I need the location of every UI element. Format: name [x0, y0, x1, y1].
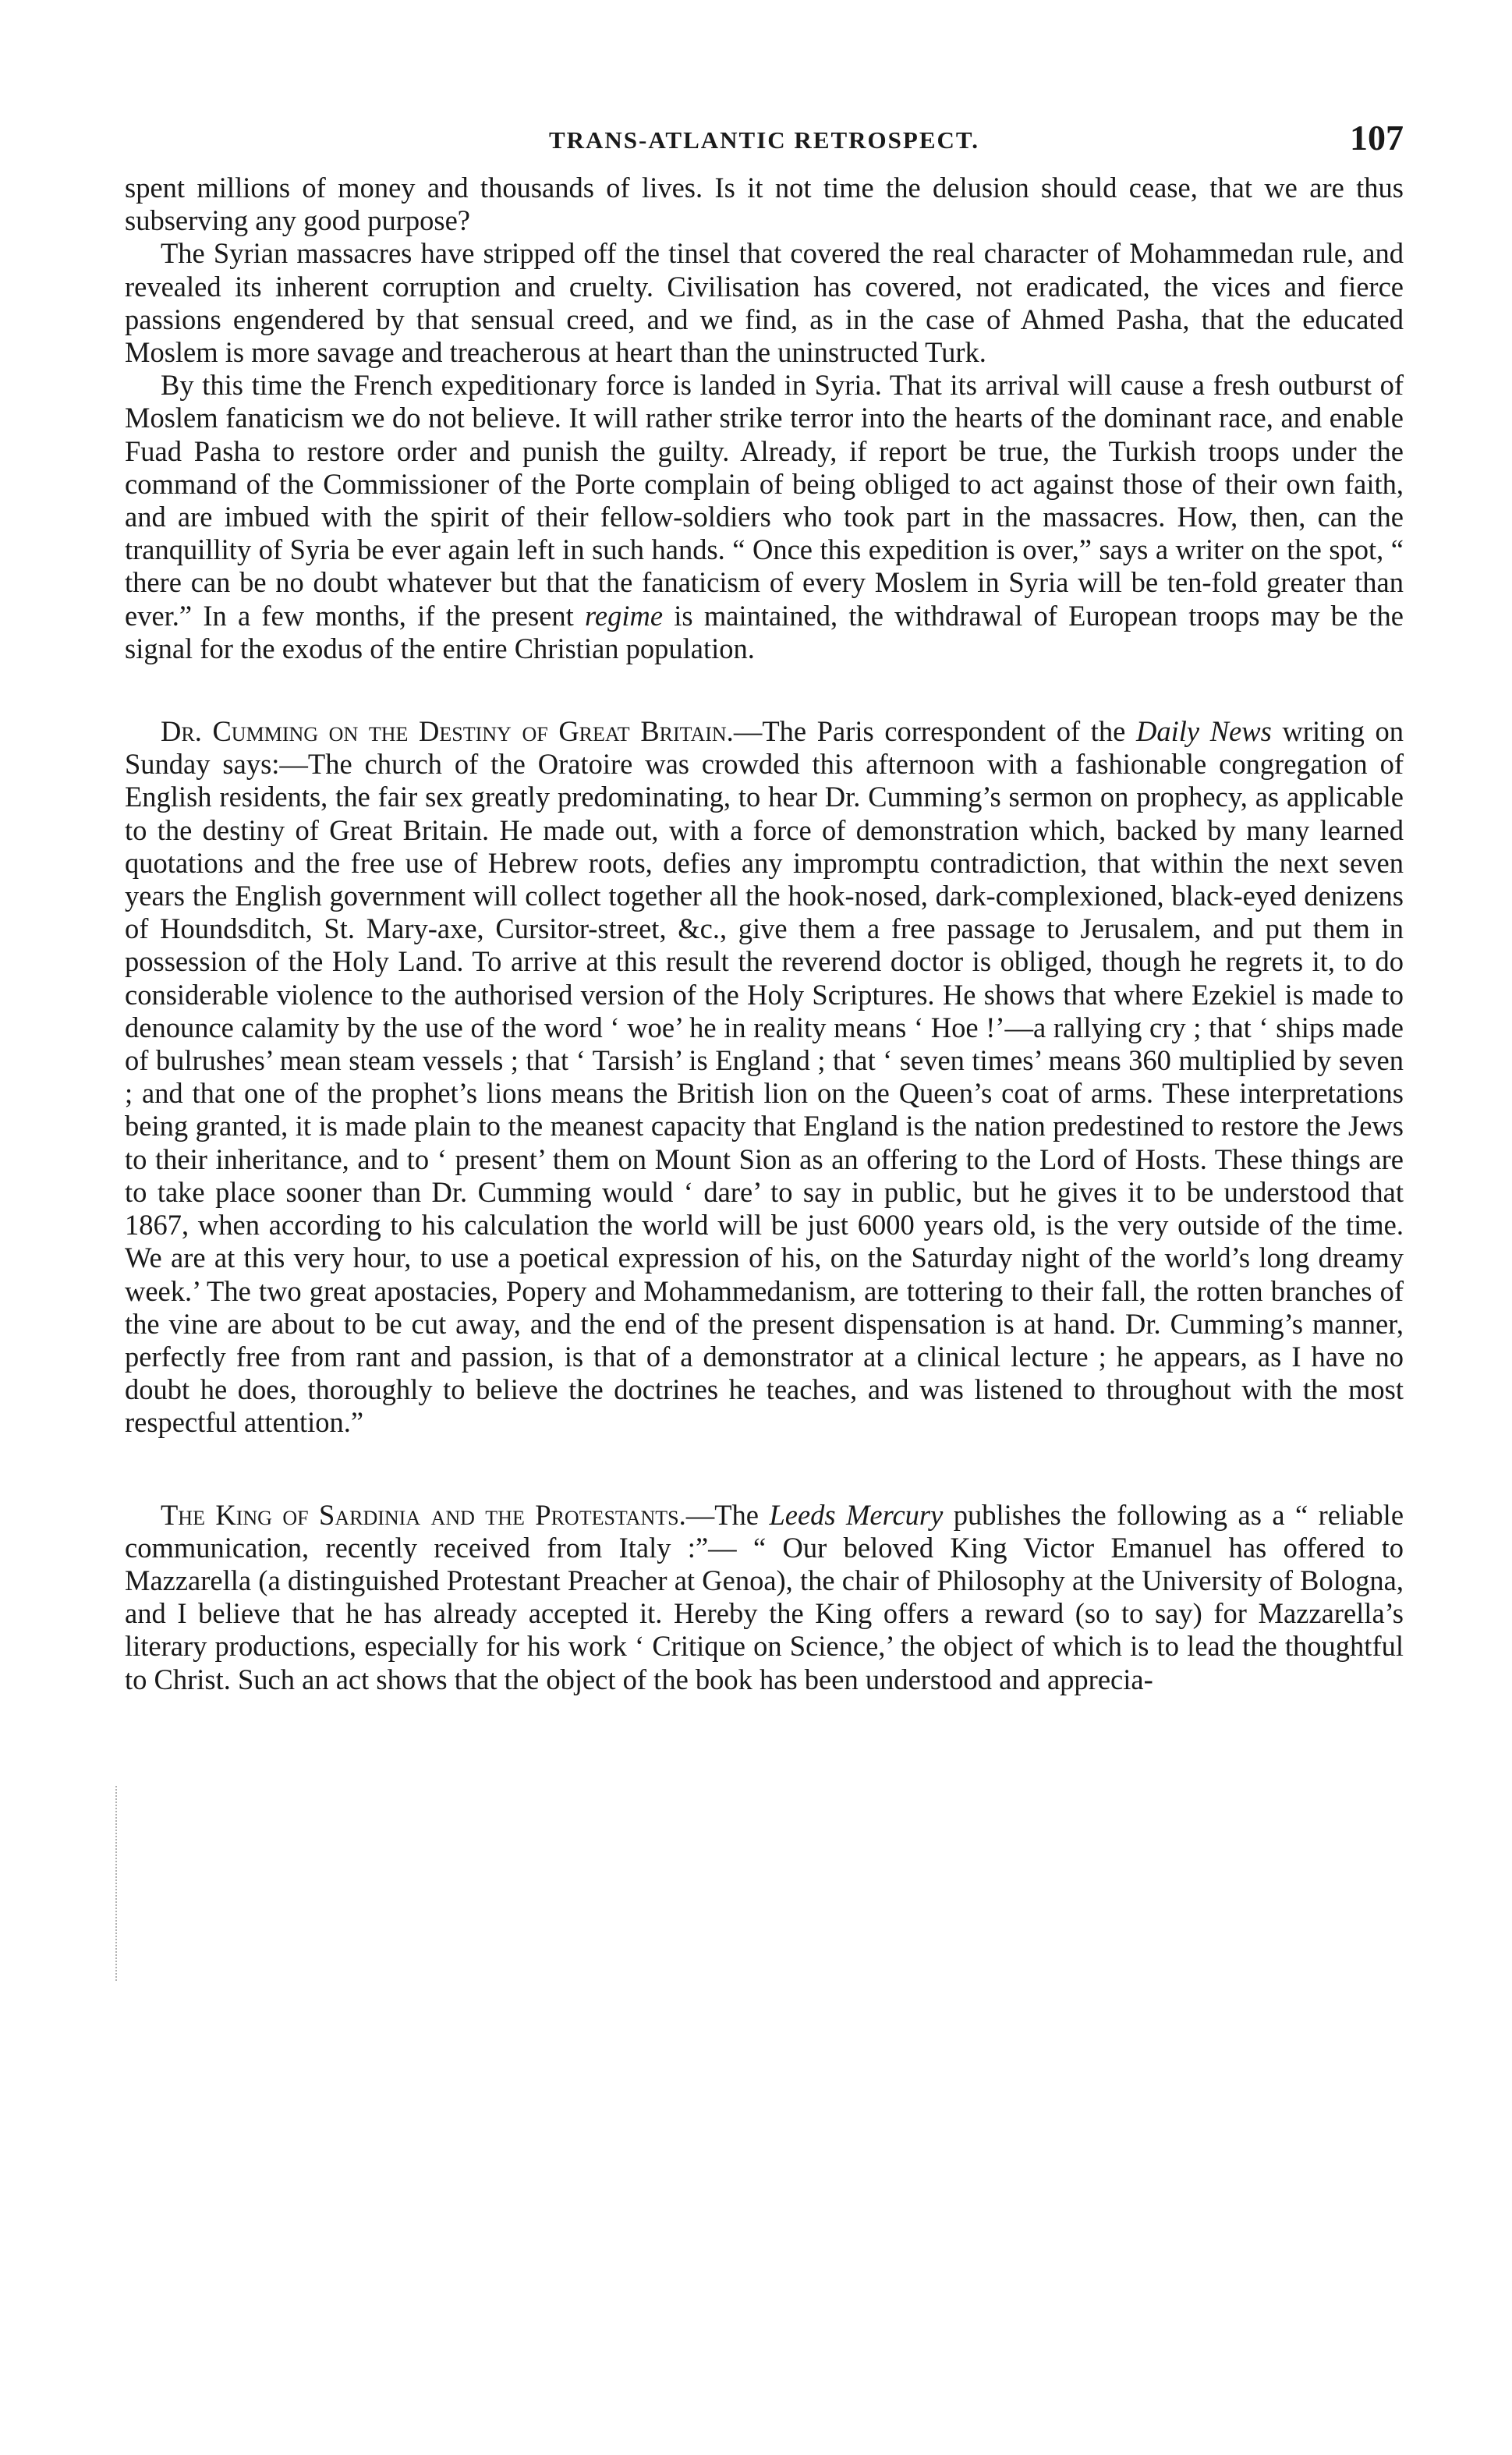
italic-publication: Daily News: [1135, 715, 1272, 748]
text-run: —The: [685, 1498, 770, 1531]
book-page: [125, 117, 1404, 2425]
italic-publication: Leeds Mercury: [769, 1498, 944, 1531]
section-gap: [125, 1440, 1404, 1499]
text-run: publishes the following as a “ reliable communication, recently received from Italy :”— “ Our beloved King Victor Emanuel has offered to Mazzarella (a distinguished Protestant Preacher at Genoa), the chair of Philosophy at the University of Bologna, and I believe that he has already accepted it. Hereby the King offers a reward (so to say) for Mazzarella’s literary productions, especially for his work ‘ Critique on Science,’ the object of which is to lead the thoughtful to Christ. Such an act shows that the object of the book has been understood and apprecia-: [125, 1498, 1404, 1695]
text-run: writing on Sunday says:—The church of the Oratoire was crowded this afternoon with a fashionable congregation of English residents, the fair sex greatly predominating, to hear Dr. Cumming’s sermon on prophecy, as applicable to the destiny of Great Britain. He made out, with a force of demonstration which, backed by many learned quotations and the free use of Hebrew roots, defies any impromptu contradiction, that within the next seven years the English government will collect together all the hook-nosed, dark-complexioned, black-eyed denizens of Houndsditch, St. Mary-axe, Cursitor-street, &c., give them a free passage to Jerusalem, and put them in possession of the Holy Land. To arrive at this result the reverend doctor is obliged, though he regrets it, to do considerable violence to the authorised version of the Holy Scriptures. He shows that where Ezekiel is made to denounce calamity by the use of the word ‘ woe’ he in reality means ‘ Hoe !’—a rallying cry ; that ‘ ships made of bulrushes’ mean steam vessels ; that ‘ Tarsish’ is England ; that ‘ seven times’ means 360 multiplied by seven ; and that one of the prophet’s lions means the British lion on the Queen’s coat of arms. These interpretations being granted, it is made plain to the meanest capacity that England is the nation predestined to restore the Jews to their inheritance, and to ‘ present’ them on Mount Sion as an offering to the Lord of Hosts. These things are to take place sooner than Dr. Cumming would ‘ dare’ to say in public, but he gives it to be understood that 1867, when according to his calculation the world will be just 6000 years old, is the very outside of the time. We are at this very hour, to use a poetical expression of his, on the Saturday night of the world’s long dreamy week.’ The two great apostacies, Popery and Mohammedanism, are tottering to their fall, the rotten branches of the vine are about to be cut away, and the end of the present dispensation is at hand. Dr. Cumming’s manner, perfectly free from rant and passion, is that of a demonstrator at a clinical lecture ; he appears, as I have no doubt he does, thoroughly to believe the doctrines he teaches, and was listened to throughout with the most respectful attention.”: [125, 715, 1404, 1439]
article-king-of-sardinia: [125, 1499, 1404, 1696]
text-run: —The Paris correspondent of the: [733, 715, 1136, 748]
paragraph-french-expedition: [125, 369, 1404, 665]
text-run: By this time the French expeditionary force is landed in Syria. That its arrival will cause a fresh outburst of Moslem fanaticism we do not believe. It will rather strike terror into the hearts of the dominant race, and enable Fuad Pasha to restore order and punish the guilty. Already, if report be true, the Turkish troops under the command of the Commissioner of the Porte complain of being obliged to act against those of their own faith, and are imbued with the spirit of their fellow-soldiers who took part in the massacres. How, then, can the tranquillity of Syria be ever again left in such hands. “ Once this expedition is over,” says a writer on the spot, “ there can be no doubt whatever but that the fanaticism of every Moslem in Syria will be ten-fold greater than ever.” In a few months, if the present: [125, 369, 1404, 632]
paragraph-syrian-massacres: The Syrian massacres have stripped off the tinsel that covered the real character of Mohammedan rule, and revealed its inherent corruption and cruelty. Civilisation has covered, not eradicated, the vices and fierce passions engendered by that sensual creed, and we find, as in the case of Ahmed Pasha, that the educated Moslem is more savage and treacherous at heart than the uninstructed Turk.: [125, 237, 1404, 369]
article-dr-cumming: [125, 715, 1404, 1439]
page-number: 107: [1350, 118, 1404, 158]
page-header: [125, 117, 1404, 172]
text-run: is maintained, the withdrawal of European troops may be the signal for the exodus of the entire Christian population.: [125, 599, 1404, 664]
paragraph-syria-closing-line: spent millions of money and thousands of lives. Is it not time the delusion should cease, that we are thus subserving any good purpose?: [125, 172, 1404, 237]
article-heading: The King of Sardinia and the Protestants.: [161, 1498, 686, 1531]
running-title: TRANS-ATLANTIC RETROSPECT.: [548, 126, 980, 154]
margin-mark: [115, 1786, 117, 1981]
italic-term: regime: [585, 599, 664, 632]
section-gap: [125, 665, 1404, 715]
article-heading: Dr. Cumming on the Destiny of Great Britain.: [161, 715, 734, 748]
